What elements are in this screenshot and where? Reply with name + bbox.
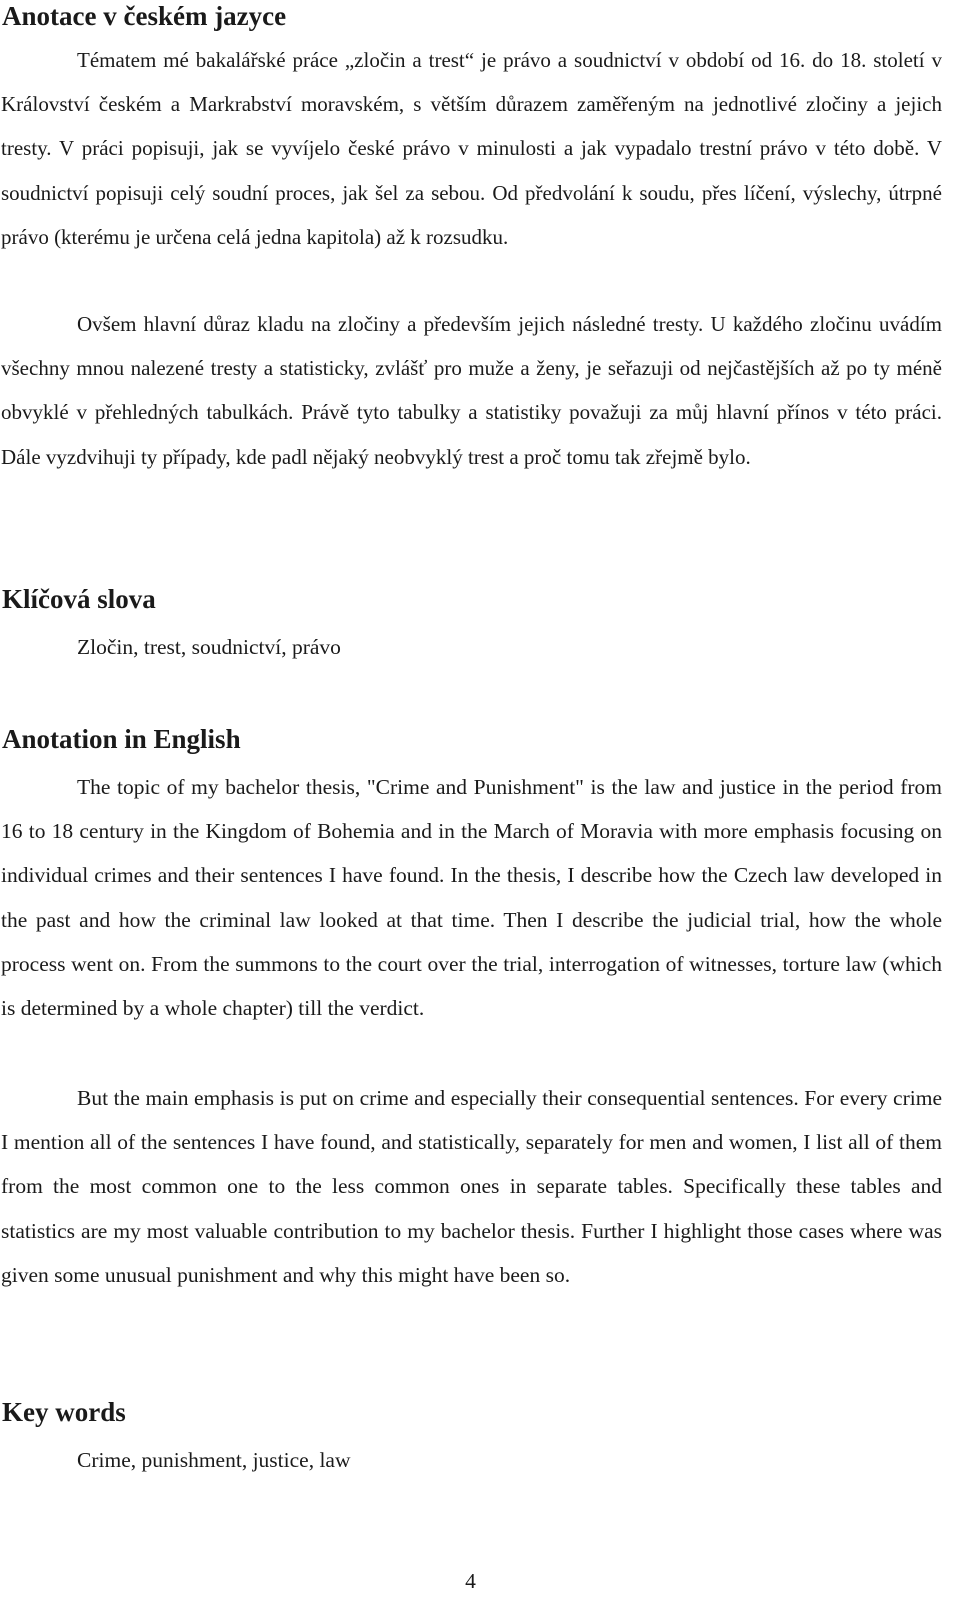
english-annotation-paragraph-2: But the main emphasis is put on crime and especially their consequential sentences. For every crime I mention all of the sentences I have found, and statistically, separately for men and women, I list all of them from the most common one to the less common ones in separate tables. Specifically these tables and statistics are my most valuable contribution to my bachelor thesis. Further I highlight those cases where was given some unusual punishment and why this might have been so.	[1, 1086, 942, 1287]
english-keywords-text: Crime, punishment, justice, law	[77, 1448, 351, 1472]
czech-annotation-heading: Anotace v českém jazyce	[2, 1, 287, 31]
english-annotation-paragraph-1: The topic of my bachelor thesis, "Crime and Punishment" is the law and justice in the period from 16 to 18 century in the Kingdom of Bohemia and in the March of Moravia with more emphasis focusing on individual crimes and their sentences I have found. In the thesis, I describe how the Czech law developed in the past and how the criminal law looked at that time. Then I describe the judicial trial, how the whole process went on. From the summons to the court over the trial, interrogation of witnesses, torture law (which is determined by a whole chapter) till the verdict.	[1, 775, 942, 1021]
english-keywords-heading: Key words	[2, 1397, 126, 1427]
english-annotation-heading: Anotation in English	[2, 724, 241, 754]
czech-annotation-paragraph-1: Tématem mé bakalářské práce „zločin a trest“ je právo a soudnictví v období od 16. do 18. století v Království českém a Markrabství moravském, s větším důrazem zaměřeným na jednotlivé zločiny a jejich tresty. V práci popisuji, jak se vyvíjelo české právo v minulosti a jak vypadalo trestní právo v této době. V soudnictví popisuji celý soudní proces, jak šel za sebou. Od předvolání k soudu, přes líčení, výslechy, útrpné právo (kterému je určena celá jedna kapitola) až k rozsudku.	[1, 48, 942, 249]
czech-keywords-heading: Klíčová slova	[2, 584, 156, 614]
page-number: 4	[465, 1569, 476, 1593]
czech-keywords-text: Zločin, trest, soudnictví, právo	[77, 635, 341, 659]
czech-annotation-paragraph-2: Ovšem hlavní důraz kladu na zločiny a především jejich následné tresty. U každého zločinu uvádím všechny mnou nalezené tresty a statisticky, zvlášť pro muže a ženy, je seřazuji od nejčastějších až po ty méně obvyklé v přehledných tabulkách. Právě tyto tabulky a statistiky považuji za můj hlavní přínos v této práci. Dále vyzdvihuji ty případy, kde padl nějaký neobvyklý trest a proč tomu tak zřejmě bylo.	[1, 312, 942, 469]
